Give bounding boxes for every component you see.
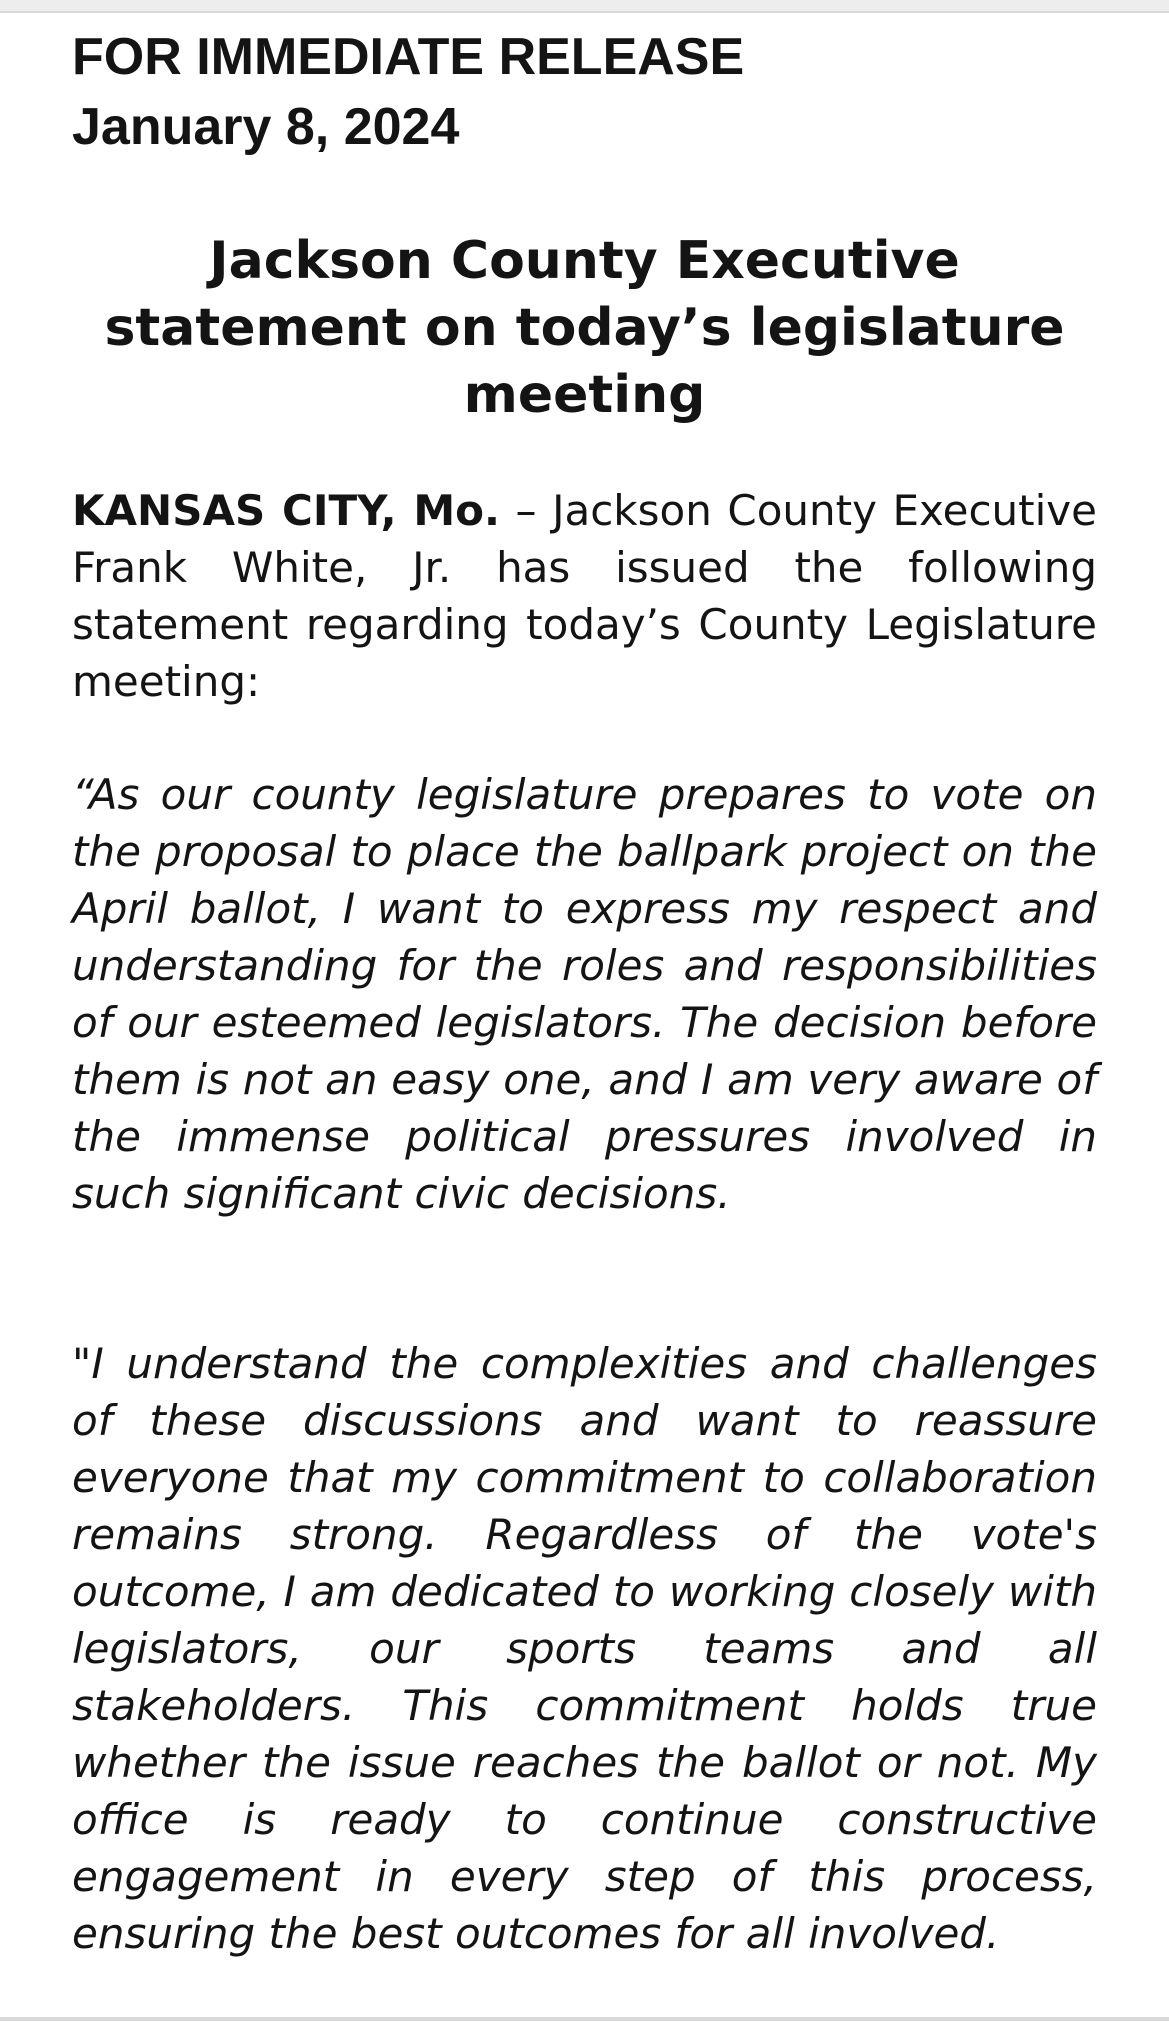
release-date: January 8, 2024 <box>72 98 460 156</box>
quote-paragraph-1: “As our county legislature prepares to vote on the proposal to place the ballpark project on the April ballot, I want to express my respect and understanding for the roles and responsibilities of our esteemed legislators. The decision before them is not an easy one, and I am very aware of the immense political pressures involved in such significant civic decisions. <box>72 770 1097 1218</box>
headline: Jackson County Executive statement on today’s legislature meeting <box>104 231 1065 425</box>
bottom-divider <box>0 2017 1169 2021</box>
lead-text: Jackson County Executive Frank White, Jr. has issued the following statement regarding today’s County Legislature meeting: <box>72 486 1097 706</box>
press-release <box>72 22 1097 1958</box>
top-divider <box>0 0 1169 13</box>
release-label: FOR IMMEDIATE RELEASE <box>72 28 745 86</box>
dateline-separator: – <box>499 486 553 535</box>
dateline: KANSAS CITY, Mo. <box>72 486 500 535</box>
lead-paragraph <box>72 482 1097 710</box>
quote-paragraph-2: "I understand the complexities and challenges of these discussions and want to reassure everyone that my commitment to collaboration remains strong. Regardless of the vote's outcome, I am dedicated to working closely with legislators, our sports teams and all stakeholders. This commitment holds true whether the issue reaches the ballot or not. My office is ready to continue constructive engagement in every step of this process, ensuring the best outcomes for all involved. <box>72 1339 1097 1958</box>
